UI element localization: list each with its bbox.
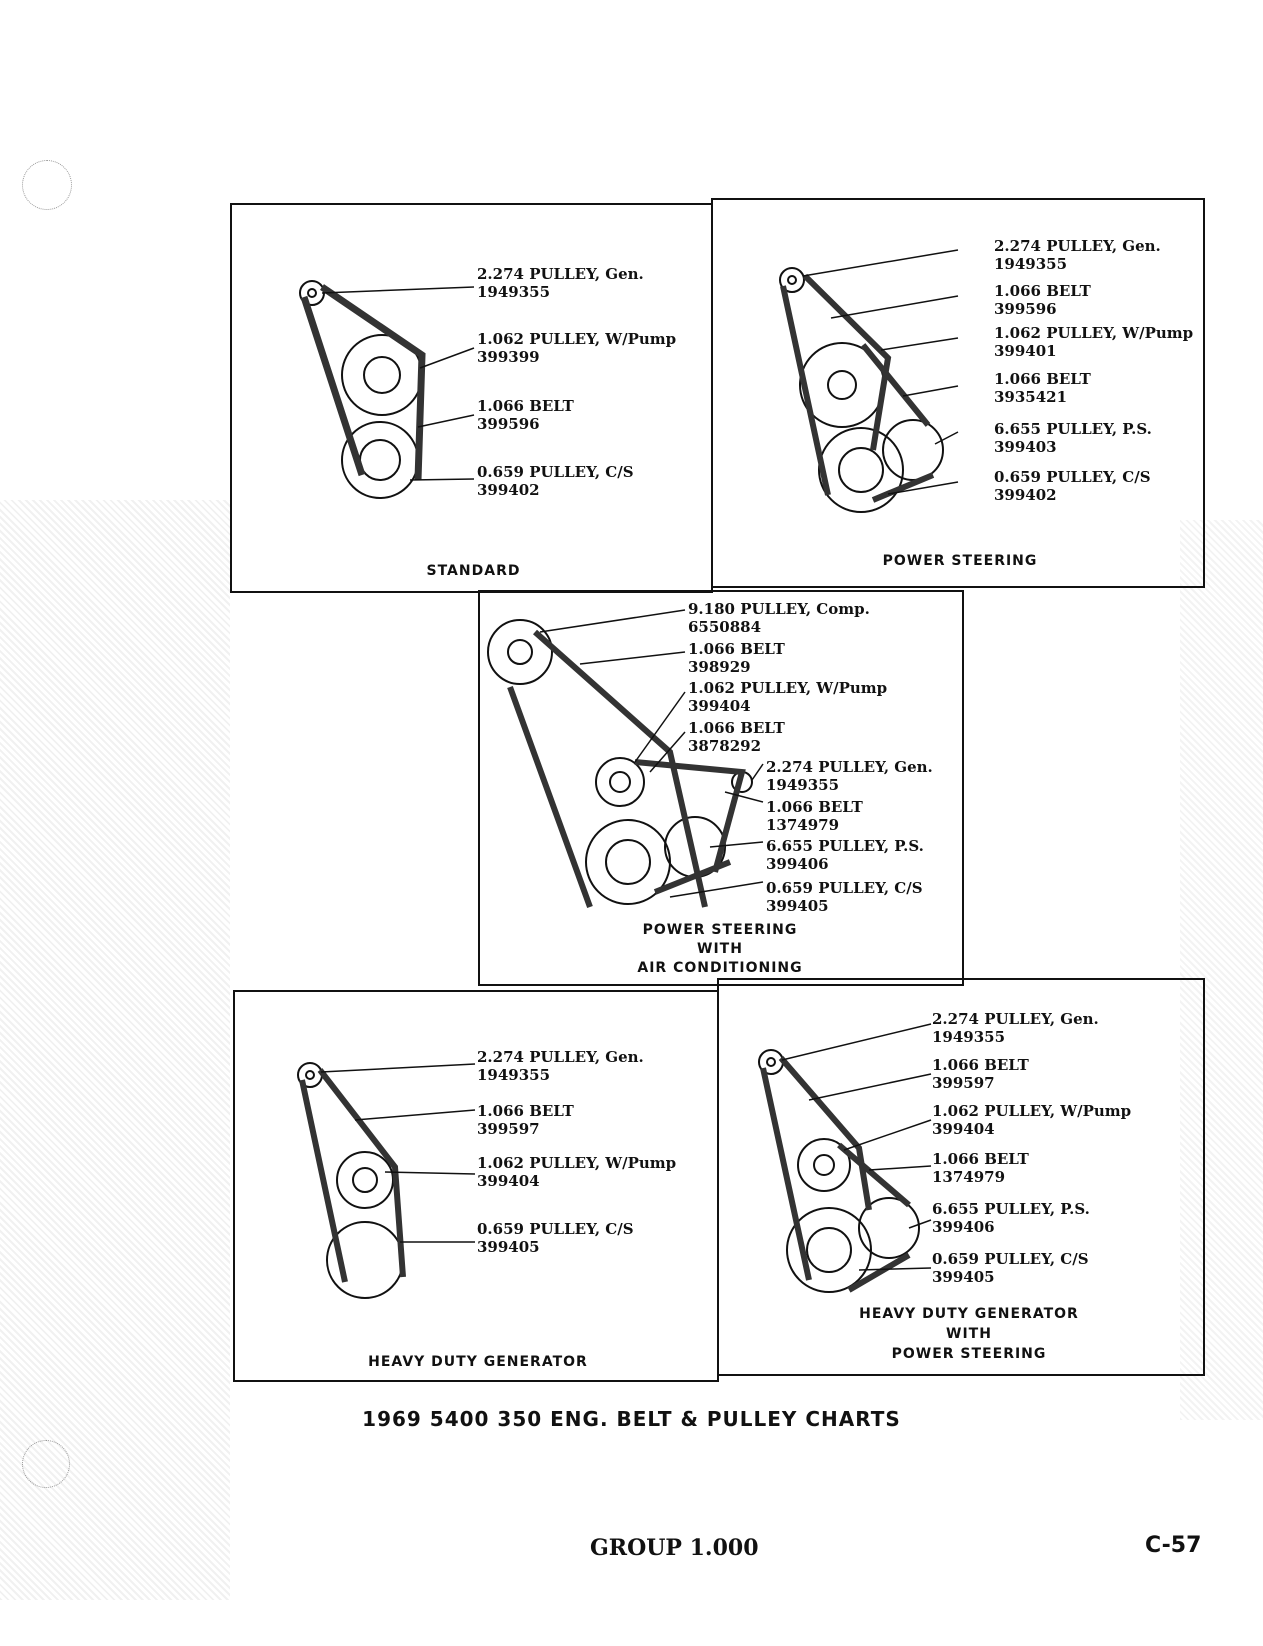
crankshaft-pulley xyxy=(342,422,418,498)
callout-ps-belt: 1.066 BELT 1374979 xyxy=(932,1150,1029,1186)
caption-power-steering: POWER STEERING xyxy=(882,553,1038,569)
punch-hole xyxy=(22,160,72,210)
callout-crankshaft-pulley: 0.659 PULLEY, C/S 399405 xyxy=(932,1250,1089,1286)
page-number: C-57 xyxy=(1145,1533,1202,1558)
compressor-belt xyxy=(510,632,705,907)
callout-ps-belt: 1.066 BELT 1374979 xyxy=(766,798,863,834)
callout-generator-pulley: 2.274 PULLEY, Gen. 1949355 xyxy=(477,1048,644,1084)
compressor-pulley xyxy=(488,620,552,684)
callout-water-pump-pulley: 1.062 PULLEY, W/Pump 399404 xyxy=(688,679,888,715)
caption-ps-ac-line2: WITH xyxy=(697,941,743,957)
group-number: GROUP 1.000 xyxy=(590,1535,759,1561)
callout-belt: 1.066 BELT 399597 xyxy=(477,1102,574,1138)
callout-generator-pulley: 2.274 PULLEY, Gen. 1949355 xyxy=(766,758,933,794)
callout-generator-pulley: 2.274 PULLEY, Gen. 1949355 xyxy=(994,237,1161,273)
callout-water-pump-pulley: 1.062 PULLEY, W/Pump 399401 xyxy=(994,324,1194,360)
page-title: 1969 5400 350 ENG. BELT & PULLEY CHARTS xyxy=(362,1407,901,1431)
callout-power-steering-pulley: 6.655 PULLEY, P.S. 399406 xyxy=(932,1200,1090,1236)
callout-power-steering-pulley: 6.655 PULLEY, P.S. 399403 xyxy=(994,420,1152,456)
caption-standard: STANDARD xyxy=(426,563,521,579)
callout-belt: 1.066 BELT 399597 xyxy=(932,1056,1029,1092)
callout-ps-belt: 1.066 BELT 3935421 xyxy=(994,370,1091,406)
callout-belt: 1.066 BELT 399596 xyxy=(994,282,1091,318)
callout-generator-pulley: 2.274 PULLEY, Gen. 1949355 xyxy=(932,1010,1099,1046)
callout-compressor-belt: 1.066 BELT 398929 xyxy=(688,640,785,676)
callout-crankshaft-pulley: 0.659 PULLEY, C/S 399402 xyxy=(477,463,634,499)
panel-power-steering xyxy=(711,198,1205,588)
callout-crankshaft-pulley: 0.659 PULLEY, C/S 399405 xyxy=(766,879,923,915)
fan-belt xyxy=(302,1070,403,1282)
panel-heavy-duty-generator-power-steering xyxy=(717,978,1205,1376)
water-pump-pulley xyxy=(337,1152,393,1208)
power-steering-pulley xyxy=(883,420,943,480)
callout-crankshaft-pulley: 0.659 PULLEY, C/S 399405 xyxy=(477,1220,634,1256)
callout-belt: 1.066 BELT 3878292 xyxy=(688,719,785,755)
callout-water-pump-pulley: 1.062 PULLEY, W/Pump 399404 xyxy=(477,1154,677,1190)
callout-generator-pulley: 2.274 PULLEY, Gen. 1949355 xyxy=(477,265,644,301)
callout-compressor-pulley: 9.180 PULLEY, Comp. 6550884 xyxy=(688,600,870,636)
caption-ps-ac-line1: POWER STEERING xyxy=(642,922,798,938)
caption-hd-ps-line1: HEAVY DUTY GENERATOR xyxy=(859,1306,1079,1322)
callout-power-steering-pulley: 6.655 PULLEY, P.S. 399406 xyxy=(766,837,924,873)
caption-hd-ps-line3: POWER STEERING xyxy=(891,1346,1047,1362)
panel-standard xyxy=(230,203,713,593)
standard-belt-diagram xyxy=(232,205,715,595)
fan-belt xyxy=(783,276,888,495)
callout-belt: 1.066 BELT 399596 xyxy=(477,397,574,433)
water-pump-pulley xyxy=(596,758,644,806)
caption-hd-ps-line2: WITH xyxy=(946,1326,992,1342)
callout-crankshaft-pulley: 0.659 PULLEY, C/S 399402 xyxy=(994,468,1151,504)
panel-heavy-duty-generator xyxy=(233,990,719,1382)
scan-noise xyxy=(0,500,230,1600)
callout-water-pump-pulley: 1.062 PULLEY, W/Pump 399404 xyxy=(932,1102,1132,1138)
caption-ps-ac-line3: AIR CONDITIONING xyxy=(637,960,803,976)
panel-power-steering-air-conditioning xyxy=(478,590,964,986)
caption-heavy-duty-generator: HEAVY DUTY GENERATOR xyxy=(368,1354,588,1370)
callout-water-pump-pulley: 1.062 PULLEY, W/Pump 399399 xyxy=(477,330,677,366)
